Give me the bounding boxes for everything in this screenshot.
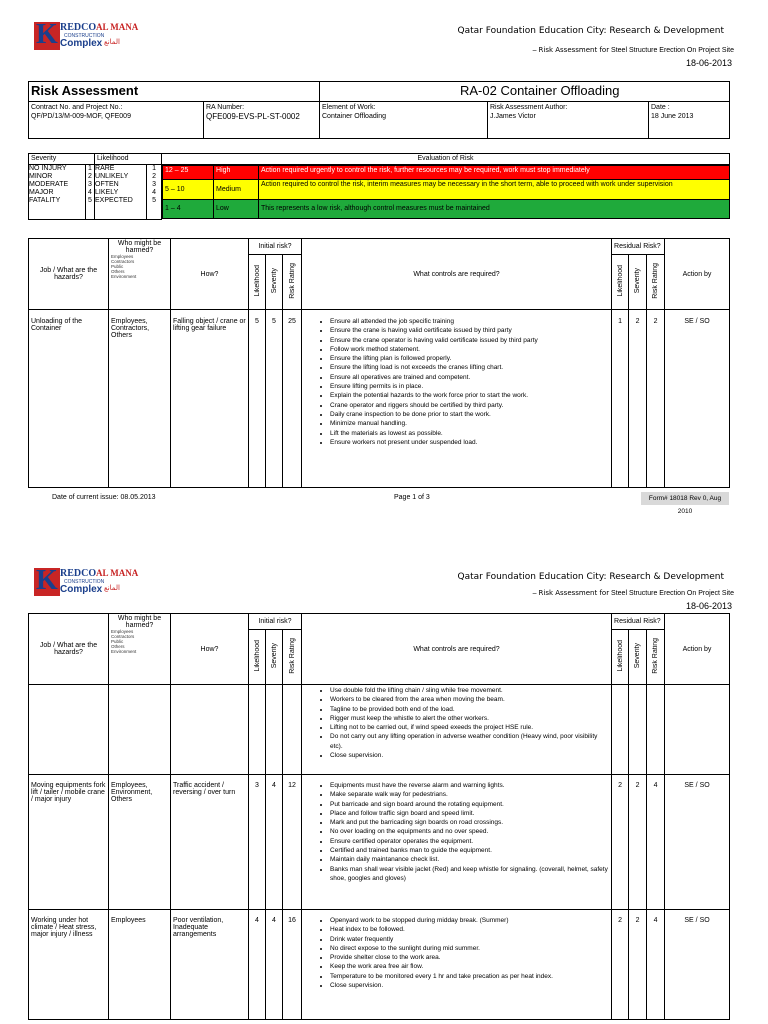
list-item: • Close supervision. bbox=[330, 751, 609, 760]
col-res-likelihood bbox=[612, 255, 629, 310]
row-severity: 4 bbox=[266, 910, 283, 1020]
severity-4-name: MAJOR bbox=[29, 189, 54, 196]
col-residual: Residual Risk? bbox=[612, 614, 665, 630]
col-likelihood bbox=[249, 630, 266, 685]
row-severity: 5 bbox=[266, 310, 283, 488]
col-how: How? bbox=[171, 239, 249, 310]
row-rating: 25 bbox=[283, 310, 302, 488]
col-rating bbox=[283, 630, 302, 685]
logo-k: K bbox=[36, 19, 58, 50]
col-likelihood bbox=[249, 255, 266, 310]
col-likelihood-label: Likelihood bbox=[253, 265, 261, 297]
list-item: • Temperature to be monitored every 1 hr and take precation as per heat index. bbox=[330, 972, 609, 981]
row-how: Traffic accident / reversing / over turn bbox=[171, 775, 249, 910]
page-2 bbox=[0, 548, 768, 1024]
contract-label: Contract No. and Project No.: bbox=[31, 104, 123, 111]
list-item: • Lift the materials as lowest as possible. bbox=[330, 429, 609, 438]
col-who-label: Who might be harmed? bbox=[117, 615, 162, 629]
col-res-severity-label: Severity bbox=[634, 268, 642, 294]
likelihood-header: Likelihood bbox=[95, 154, 162, 165]
likelihood-2-name: UNLIKELY bbox=[95, 173, 129, 180]
col-initial: Initial risk? bbox=[249, 239, 302, 255]
list-item: • Ensure workers not present under suspended load. bbox=[330, 438, 609, 447]
page-gap bbox=[0, 520, 768, 548]
list-item: • Heat index to be followed. bbox=[330, 925, 609, 934]
level-medium-row bbox=[163, 180, 730, 200]
severity-3-num: 3 bbox=[88, 181, 92, 188]
col-residual: Residual Risk? bbox=[612, 239, 665, 255]
list-item: • Close supervision. bbox=[330, 981, 609, 990]
document-date: 18-06-2013 bbox=[685, 601, 732, 611]
row-action: SE / SO bbox=[665, 310, 730, 488]
list-item: • Daily crane inspection to be done prior to start the work. bbox=[330, 410, 609, 419]
role-public: Public bbox=[111, 264, 124, 269]
col-res-likelihood-label: Likelihood bbox=[616, 265, 624, 297]
list-item: • Lifting not to be carried out, if wind speed exeeds the project HSE rule. bbox=[330, 723, 609, 732]
contract-cell bbox=[29, 102, 204, 139]
list-item: • Ensure the lifting plan is followed properly. bbox=[330, 354, 609, 363]
author-label: Risk Assessment Author: bbox=[490, 104, 568, 111]
list-item: • Ensure the crane is having valid certificate issued by third party bbox=[330, 326, 609, 335]
role-environment: Environment bbox=[111, 649, 137, 654]
row-likelihood: 5 bbox=[249, 310, 266, 488]
list-item: • No over loading on the equipments and no over speed. bbox=[330, 827, 609, 836]
col-res-likelihood bbox=[612, 630, 629, 685]
list-item: • Ensure the lifting load is not exceeds the cranes lifting chart. bbox=[330, 363, 609, 372]
list-item: • Ensure certified operator operates the equipment. bbox=[330, 837, 609, 846]
logo-arabic: المانع bbox=[104, 38, 120, 46]
row-controls bbox=[302, 775, 612, 910]
table-row bbox=[29, 910, 730, 1020]
level-high-text: Action required urgently to control the risk, further resources may be required, work must stop immediately bbox=[259, 166, 730, 180]
list-item: • Provide shelter close to the work area. bbox=[330, 953, 609, 962]
logo-almana: AL MANA bbox=[96, 568, 139, 578]
controls-list bbox=[304, 916, 609, 990]
row-likelihood bbox=[249, 685, 266, 775]
logo-k: K bbox=[36, 565, 58, 596]
row-action: SE / SO bbox=[665, 775, 730, 910]
row-res-rating: 2 bbox=[647, 310, 665, 488]
document-title bbox=[533, 46, 734, 54]
date-label: Date : bbox=[651, 104, 670, 111]
severity-4-num: 4 bbox=[88, 189, 92, 196]
list-item: • Make separate walk way for pedestrians. bbox=[330, 790, 609, 799]
role-contractors: Contractors bbox=[111, 259, 135, 264]
roles-list bbox=[111, 629, 168, 654]
severity-2-name: MINOR bbox=[29, 173, 53, 180]
info-heading: Risk Assessment bbox=[29, 82, 320, 102]
assessment-table-page1 bbox=[28, 238, 730, 488]
element-label: Element of Work: bbox=[322, 104, 376, 111]
evaluation-header: Evaluation of Risk bbox=[162, 154, 730, 165]
row-how: Falling object / crane or lifting gear failure bbox=[171, 310, 249, 488]
likelihood-numbers bbox=[147, 165, 162, 220]
likelihood-5-num: 5 bbox=[152, 197, 156, 204]
col-res-rating-label: Risk Rating bbox=[652, 638, 660, 674]
ra-number-label: RA Number: bbox=[206, 104, 245, 111]
row-res-rating bbox=[647, 685, 665, 775]
row-controls bbox=[302, 910, 612, 1020]
role-environment: Environment bbox=[111, 274, 137, 279]
level-medium-range: 5 – 10 bbox=[163, 180, 214, 200]
row-res-likelihood: 2 bbox=[612, 910, 629, 1020]
organization-name: Qatar Foundation Education City: Research & Development bbox=[457, 572, 724, 582]
logo-redco: REDCO bbox=[60, 22, 97, 33]
col-res-rating-label: Risk Rating bbox=[652, 263, 660, 299]
logo-complex: Complex bbox=[60, 38, 103, 49]
controls-list bbox=[304, 686, 609, 760]
role-employees: Employees bbox=[111, 629, 134, 634]
row-job: Unloading of the Container bbox=[29, 310, 109, 488]
list-item: • Explain the potential hazards to the work force prior to start the work. bbox=[330, 391, 609, 400]
row-controls bbox=[302, 310, 612, 488]
list-item: • Mark and put the barricading sign boards on road crossings. bbox=[330, 818, 609, 827]
likelihood-5-name: EXPECTED bbox=[95, 197, 133, 204]
row-how bbox=[171, 685, 249, 775]
level-low-name: Low bbox=[214, 200, 259, 219]
ra-number-cell bbox=[204, 102, 320, 139]
footer-issue-date: Date of current issue: 08.05.2013 bbox=[52, 494, 156, 501]
footer-form-number: Form# 18018 Rev 0, Aug 2010 bbox=[641, 492, 729, 505]
document-title bbox=[533, 589, 734, 597]
col-who-label: Who might be harmed? bbox=[117, 240, 162, 254]
assessment-table-page2 bbox=[28, 613, 730, 1020]
col-who bbox=[109, 239, 171, 310]
evaluation-levels bbox=[162, 165, 730, 219]
row-rating: 16 bbox=[283, 910, 302, 1020]
severity-1-name: NO INJURY bbox=[29, 165, 67, 172]
controls-list bbox=[304, 781, 609, 883]
info-table bbox=[28, 81, 730, 139]
col-action: Action by bbox=[665, 239, 730, 310]
row-action bbox=[665, 685, 730, 775]
col-rating-label: Risk Rating bbox=[288, 638, 296, 674]
list-item: • Minimize manual handling. bbox=[330, 419, 609, 428]
date-value: 18 June 2013 bbox=[651, 113, 694, 120]
role-contractors: Contractors bbox=[111, 634, 135, 639]
title-prefix: Risk Assessment for bbox=[538, 589, 610, 597]
role-others: Others bbox=[111, 644, 125, 649]
likelihood-3-name: OFTEN bbox=[95, 181, 119, 188]
row-action: SE / SO bbox=[665, 910, 730, 1020]
severity-3-name: MODERATE bbox=[29, 181, 69, 188]
list-item: • Tagline to be provided both end of the load. bbox=[330, 705, 609, 714]
col-who bbox=[109, 614, 171, 685]
contract-value: QF/PD/13/M-009-MOF, QFE009 bbox=[31, 113, 131, 120]
row-rating bbox=[283, 685, 302, 775]
likelihood-4-num: 4 bbox=[152, 189, 156, 196]
role-employees: Employees bbox=[111, 254, 134, 259]
row-who bbox=[109, 685, 171, 775]
likelihood-3-num: 3 bbox=[152, 181, 156, 188]
severity-5-name: FATALITY bbox=[29, 197, 61, 204]
list-item: • Ensure lifting permits is in place. bbox=[330, 382, 609, 391]
row-res-likelihood bbox=[612, 685, 629, 775]
title-dash: – bbox=[532, 47, 537, 54]
col-res-likelihood-label: Likelihood bbox=[616, 640, 624, 672]
col-res-severity bbox=[629, 630, 647, 685]
list-item: • Ensure all operatives are trained and competent. bbox=[330, 373, 609, 382]
severity-2-num: 2 bbox=[88, 173, 92, 180]
row-severity: 4 bbox=[266, 775, 283, 910]
row-who: Employees bbox=[109, 910, 171, 1020]
col-res-severity-label: Severity bbox=[634, 643, 642, 669]
row-likelihood: 4 bbox=[249, 910, 266, 1020]
ra-number-value: QFE009-EVS-PL-ST-0002 bbox=[206, 112, 300, 121]
likelihood-names bbox=[95, 165, 147, 220]
severity-5-num: 5 bbox=[88, 197, 92, 204]
element-value: Container Offloading bbox=[322, 113, 387, 120]
level-low-range: 1 – 4 bbox=[163, 200, 214, 219]
severity-header: Severity bbox=[29, 154, 95, 165]
role-public: Public bbox=[111, 639, 124, 644]
level-high-row bbox=[163, 166, 730, 180]
row-res-likelihood: 2 bbox=[612, 775, 629, 910]
title-subject: Steel Structure Erection On Project Site bbox=[611, 590, 734, 597]
row-res-rating: 4 bbox=[647, 910, 665, 1020]
logo-construction: CONSTRUCTION bbox=[64, 579, 105, 585]
list-item: • Ensure the crane operator is having valid certificate issued by third party bbox=[330, 336, 609, 345]
list-item: • Ensure all attended the job specific training bbox=[330, 317, 609, 326]
col-how: How? bbox=[171, 614, 249, 685]
row-controls bbox=[302, 685, 612, 775]
title-prefix: Risk Assessment for bbox=[538, 46, 610, 54]
col-controls: What controls are required? bbox=[302, 239, 612, 310]
author-cell bbox=[488, 102, 649, 139]
list-item: • Put barricade and sign board around the rotating equipment. bbox=[330, 800, 609, 809]
row-who: Employees, Environment, Others bbox=[109, 775, 171, 910]
role-others: Others bbox=[111, 269, 125, 274]
table-row bbox=[29, 310, 730, 488]
row-likelihood: 3 bbox=[249, 775, 266, 910]
risk-matrix-table bbox=[28, 153, 730, 220]
list-item: • Crane operator and riggers should be certified by third party. bbox=[330, 401, 609, 410]
severity-numbers bbox=[86, 165, 95, 220]
date-cell bbox=[649, 102, 730, 139]
col-severity bbox=[266, 255, 283, 310]
level-low-text: This represents a low risk, although control measures must be maintained bbox=[259, 200, 730, 219]
list-item: • Rigger must keep the whistle to alert the other workers. bbox=[330, 714, 609, 723]
logo-complex: Complex bbox=[60, 584, 103, 595]
title-dash: – bbox=[532, 590, 537, 597]
severity-1-num: 1 bbox=[88, 165, 92, 172]
row-res-severity bbox=[629, 685, 647, 775]
list-item: • Drink water frequently bbox=[330, 935, 609, 944]
footer-page-number: Page 1 of 3 bbox=[394, 494, 430, 501]
list-item: • Certified and trained banks man to guide the equipment. bbox=[330, 846, 609, 855]
table-row bbox=[29, 685, 730, 775]
list-item: • Banks man shall wear visible jaclet (Red) and keep whistle for signaling. (coverall, helmet, safety shoe, googles and gloves) bbox=[330, 865, 609, 884]
col-initial: Initial risk? bbox=[249, 614, 302, 630]
row-res-severity: 2 bbox=[629, 775, 647, 910]
row-res-likelihood: 1 bbox=[612, 310, 629, 488]
list-item: • Follow work method statement. bbox=[330, 345, 609, 354]
col-job: Job / What are the hazards? bbox=[29, 614, 109, 685]
level-medium-text: Action required to control the risk, interim measures may be necessary in the short term, able to proceed with work under supervision bbox=[259, 180, 730, 200]
row-how: Poor ventilation, Inadequate arrangements bbox=[171, 910, 249, 1020]
row-res-severity: 2 bbox=[629, 910, 647, 1020]
list-item: • Keep the work area free air flow. bbox=[330, 962, 609, 971]
author-value: J.James Victor bbox=[490, 113, 536, 120]
col-res-rating bbox=[647, 630, 665, 685]
list-item: • Workers to be cleared from the area when moving the beam. bbox=[330, 695, 609, 704]
document-date: 18-06-2013 bbox=[685, 58, 732, 68]
row-job bbox=[29, 685, 109, 775]
ra-title: RA-02 Container Offloading bbox=[320, 82, 730, 102]
logo-construction: CONSTRUCTION bbox=[64, 33, 105, 39]
list-item: • Equipments must have the reverse alarm and warning lights. bbox=[330, 781, 609, 790]
col-controls: What controls are required? bbox=[302, 614, 612, 685]
level-high-name: High bbox=[214, 166, 259, 180]
col-rating bbox=[283, 255, 302, 310]
organization-name: Qatar Foundation Education City: Research & Development bbox=[457, 26, 724, 36]
list-item: • Do not carry out any lifting operation in adverse weather condition (Heavy wind, poor visibility etc). bbox=[330, 732, 609, 751]
controls-list bbox=[304, 317, 609, 447]
list-item: • Use double fold the lifting chain / sling while free movement. bbox=[330, 686, 609, 695]
col-job: Job / What are the hazards? bbox=[29, 239, 109, 310]
logo-arabic: المانع bbox=[104, 584, 120, 592]
list-item: • No direct expose to the sunlight during mid summer. bbox=[330, 944, 609, 953]
row-severity bbox=[266, 685, 283, 775]
row-who: Employees, Contractors, Others bbox=[109, 310, 171, 488]
likelihood-1-name: RARE bbox=[95, 165, 115, 172]
row-rating: 12 bbox=[283, 775, 302, 910]
table-row bbox=[29, 775, 730, 910]
likelihood-2-num: 2 bbox=[152, 173, 156, 180]
logo-redco: REDCO bbox=[60, 568, 97, 579]
row-job: Moving equipments fork lift / tailer / mobile crane / major injury bbox=[29, 775, 109, 910]
list-item: • Place and follow traffic sign board and speed limit. bbox=[330, 809, 609, 818]
element-cell bbox=[320, 102, 488, 139]
list-item: • Openyard work to be stopped during midday break. (Summer) bbox=[330, 916, 609, 925]
level-medium-name: Medium bbox=[214, 180, 259, 200]
title-subject: Steel Structure Erection On Project Site bbox=[611, 47, 734, 54]
level-low-row bbox=[163, 200, 730, 219]
col-severity-label: Severity bbox=[270, 268, 278, 294]
company-logo bbox=[34, 564, 174, 614]
likelihood-1-num: 1 bbox=[152, 165, 156, 172]
roles-list bbox=[111, 254, 168, 279]
col-action: Action by bbox=[665, 614, 730, 685]
col-rating-label: Risk Rating bbox=[288, 263, 296, 299]
row-res-severity: 2 bbox=[629, 310, 647, 488]
list-item: • Maintain daily maintanance check list. bbox=[330, 855, 609, 864]
company-logo bbox=[34, 18, 174, 68]
col-res-severity bbox=[629, 255, 647, 310]
level-high-range: 12 – 25 bbox=[163, 166, 214, 180]
col-severity bbox=[266, 630, 283, 685]
severity-names bbox=[29, 165, 86, 220]
evaluation-block bbox=[162, 165, 730, 220]
row-job: Working under hot climate / Heat stress, major injury / illness bbox=[29, 910, 109, 1020]
col-likelihood-label: Likelihood bbox=[253, 640, 261, 672]
likelihood-4-name: LIKELY bbox=[95, 189, 119, 196]
row-res-rating: 4 bbox=[647, 775, 665, 910]
col-severity-label: Severity bbox=[270, 643, 278, 669]
col-res-rating bbox=[647, 255, 665, 310]
logo-almana: AL MANA bbox=[96, 22, 139, 32]
